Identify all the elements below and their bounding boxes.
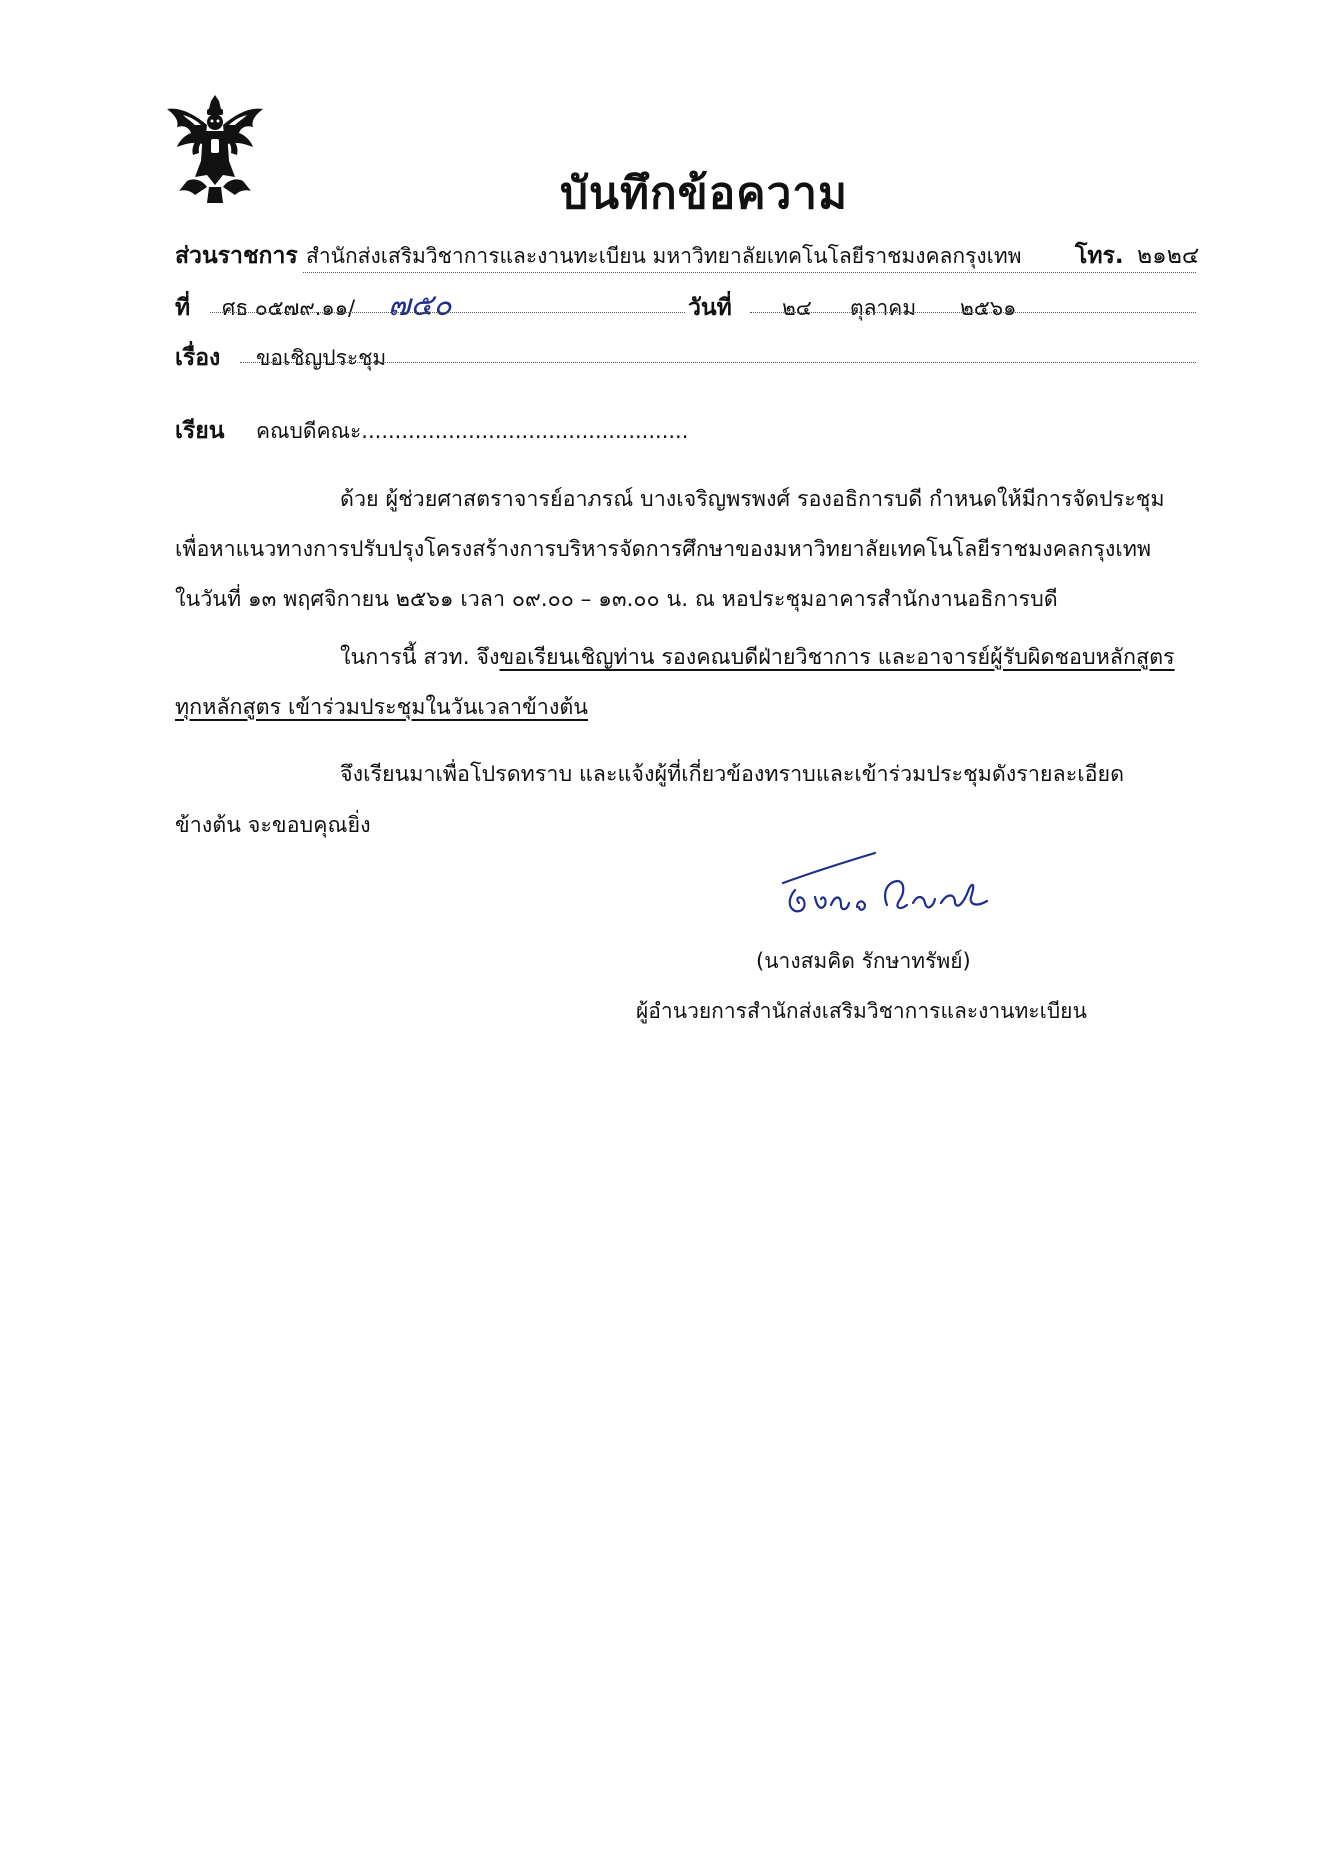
phone-label: โทร. xyxy=(1075,243,1124,269)
to-value: คณบดีคณะ................................................. xyxy=(256,419,689,443)
body-paragraph-2-underlined-2: ทุกหลักสูตร เข้าร่วมประชุมในวันเวลาข้างต้น xyxy=(175,695,589,720)
subject-value: ขอเชิญประชุม xyxy=(256,346,387,370)
signatory-name: (นางสมคิด รักษาทรัพย์) xyxy=(756,949,971,973)
handwritten-signature xyxy=(765,845,1005,925)
body-paragraph-2-line-1 xyxy=(340,640,1175,674)
to-row xyxy=(175,413,224,449)
body-paragraph-1-line-3: ในวันที่ ๑๓ พฤศจิกายน ๒๕๖๑ เวลา ๐๙.๐๐ – ๑๓.๐๐ น. ณ หอประชุมอาคารสำนักงานอธิการบดี xyxy=(175,587,1058,612)
department-value: สำนักส่งเสริมวิชาการและงานทะเบียน มหาวิทยาลัยเทคโนโลยีราชมงคลกรุงเทพ xyxy=(306,244,1022,268)
ref-row xyxy=(175,290,190,326)
garuda-emblem-icon xyxy=(165,95,265,203)
body-paragraph-2-line-2 xyxy=(175,690,588,724)
ref-dotline xyxy=(210,312,685,313)
memo-title: บันทึกข้อความ xyxy=(560,168,849,219)
body-paragraph-1-line-2: เพื่อหาแนวทางการปรับปรุงโครงสร้างการบริหารจัดการศึกษาของมหาวิทยาลัยเทคโนโลยีราชมงคลกรุงเทพ xyxy=(175,537,1152,562)
body-paragraph-3-line-2: ข้างต้น จะขอบคุณยิ่ง xyxy=(175,813,371,838)
date-year: ๒๕๖๑ xyxy=(960,296,1017,320)
date-month: ตุลาคม xyxy=(850,296,917,320)
ref-value: ศธ ๐๕๗๙.๑๑/ xyxy=(222,296,356,320)
body-paragraph-1-line-1: ด้วย ผู้ช่วยศาสตราจารย์อาภรณ์ บางเจริญพรพงศ์ รองอธิการบดี กำหนดให้มีการจัดประชุม xyxy=(340,487,1165,512)
body-paragraph-3-line-1: จึงเรียนมาเพื่อโปรดทราบ และแจ้งผู้ที่เกี่ยวข้องทราบและเข้าร่วมประชุมดังรายละเอียด xyxy=(340,762,1125,787)
department-row xyxy=(175,238,298,274)
ref-handwritten-number: ๗๕๐ xyxy=(388,288,452,323)
ref-label: ที่ xyxy=(175,295,191,321)
phone-value: ๒๑๒๔ xyxy=(1137,243,1200,269)
date-dotline xyxy=(750,312,1196,313)
body-paragraph-2-underlined-1: ขอเรียนเชิญท่าน รองคณบดีฝ่ายวิชาการ และอาจารย์ผู้รับผิดชอบหลักสูตร xyxy=(499,645,1175,670)
subject-label: เรื่อง xyxy=(175,345,221,371)
department-label: ส่วนราชการ xyxy=(175,243,298,269)
signatory-position: ผู้อำนวยการสำนักส่งเสริมวิชาการและงานทะเบียน xyxy=(636,999,1087,1023)
department-dotline xyxy=(303,272,1196,273)
date-day: ๒๔ xyxy=(782,296,812,320)
to-label: เรียน xyxy=(175,418,225,444)
subject-dotline xyxy=(240,362,1196,363)
subject-row xyxy=(175,340,220,376)
body-paragraph-2-prefix: ในการนี้ สวท. จึง xyxy=(340,645,500,670)
date-label: วันที่ xyxy=(688,295,732,321)
